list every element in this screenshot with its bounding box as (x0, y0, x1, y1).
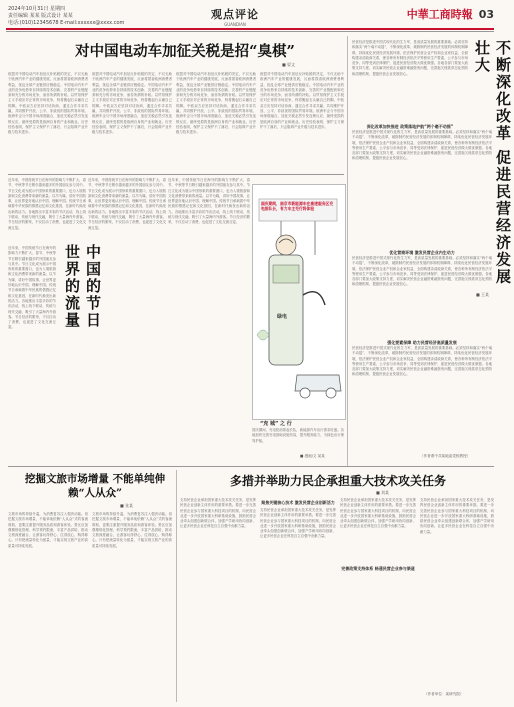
tourism-col1: 文旅市场的持续升温，为消费复苏注入强劲动能。但挖掘文旅市场增量，不能单纯依赖“人从众”式的客流堆积，更要注重提升服务品质和游客体验。景区应加强精细化管理，科学预约限流，丰富产品供给，推动文旅深度融合，让游客玩得舒心、住得放心、购得称心。只有把流量转化为留量，才能实现文旅产业的高质量可持续发展。 (8, 512, 88, 548)
reform-subhead-2: 优化营商环境 激发民营企业内生动力 (389, 250, 455, 255)
reform-subhead-3: 强化要素保障 助力民营经济高质量发展 (387, 340, 457, 345)
innovation-headline: 多措并举助力民企承担重大技术攻关任务 (229, 474, 446, 488)
reform-intro: 民营经济是推进中国式现代化的生力军，是高质量发展的重要基础。必须坚持和落实“两个毫不动摇”，不断深化改革，破除制约民营经济发展的体制机制障碍，持续优化民营经济发展环境，依法保护民营企业产权和企业家权益，全面构建亲清政商关系，使各种所有制经济依法平等使用生产要素、公平参与市场竞争、同等受到法律保护，促进民营经济做大做优做强。各地各部门要加大政策支持力度，切实解决民营企业融资难融资贵问题，完善拖欠账款常态化预防和清理机制，提振民营企业发展信心。 (352, 40, 468, 76)
lower-column-divider (176, 470, 177, 702)
character-head (276, 235, 296, 255)
innovation-byline: ■ 刘某 (376, 490, 390, 495)
tourism-headline: 挖掘文旅市场增量 不能单纯伸赖“人从众” (24, 473, 166, 499)
reform-byline: ■ 王某 (476, 292, 490, 297)
culture-col1: 近年来，中国传统节日在海外的影响力不断扩大，春节、中秋等节日吸引越来越多的外国朋友参与其中。节日文化成为展示中国形象的重要窗口，也为入境旅游和文化消费带来新的流量。以节为媒，讲好中国故事，让世界更好地认识中国、理解中国。传统节日承载着中华民族的情感记忆和文化基因，在新时代焕发出新的活力。各地推出丰富多彩的节庆活动，线上线下联动，传统与现代交融，吸引了大量海内外游客。节日经济的繁荣，不仅拉动了消费，也促进了文化交流互鉴。 (8, 246, 56, 330)
reform-footnote: （作者系中共某地委党校教授） (420, 454, 471, 458)
reform-subhead-1: 深化改革加快推进 政策落地护航“两个毫不动摇” (366, 124, 454, 129)
innovation-col2: 支持民营企业承担国家重大技术攻关任务，是发挥民营企业创新主体作用的重要举措。要进一步完善民营企业参与国家重大科技项目的机制，向民营企业进一步开放国家重大科研基础设施，鼓励民营企业牵头组建创新联合体，加强产学研用协同创新，让更多民营企业在科技自立自强中贡献力量。 (260, 508, 336, 539)
cartoon-credit: ■ 漫画/文 某某 (300, 454, 325, 458)
cartoon-frame (252, 184, 346, 420)
cartoon-illustration (253, 185, 345, 419)
issue-date: 2024年10月31日 星期四 (8, 6, 66, 12)
main-article-col2: 欧盟对中国电动汽车加征反补贴税的决定，不仅无助于欧洲汽车产业的健康发展，反而将损害欧洲消费者利益，扰乱全球产业链供应链稳定。中国电动汽车产业的竞争优势来自持续的技术创新、完善的产业链配套和充分的市场竞争，而非所谓的补贴。以贸易保护主义手段应对正常的市场竞争，终将搬起石头砸自己的脚。中欧双方应坚持对话协商，通过合作寻求共赢，共同维护开放、公平、非歧视的国际贸易环境。欧洲车企与中国市场深度融合，加征关税必然引发连锁反应，最终受损的是欧洲自身的产业和就业。历史经验表明，保护主义保护不了落后，只会阻碍产业升级与技术进步。 (92, 72, 172, 135)
divider-lower (8, 466, 494, 467)
culture-col3: 近年来，中国传统节日在海外的影响力不断扩大，春节、中秋等节日吸引越来越多的外国朋友参与其中。节日文化成为展示中国形象的重要窗口，也为入境旅游和文化消费带来新的流量。以节为媒，讲好中国故事，让世界更好地认识中国、理解中国。传统节日承载着中华民族的情感记忆和文化基因，在新时代焕发出新的活力。各地推出丰富多彩的节庆活动，线上线下联动，传统与现代交融，吸引了大量海内外游客。节日经济的繁荣，不仅拉动了消费，也促进了文化交流互鉴。 (168, 178, 250, 225)
top-rule (6, 28, 494, 30)
column-divider (347, 36, 348, 466)
top-rule-thin (6, 31, 494, 32)
page-number: 03 (478, 8, 494, 21)
culture-col1-top: 近年来，中国传统节日在海外的影响力不断扩大，春节、中秋等节日吸引越来越多的外国朋友参与其中。节日文化成为展示中国形象的重要窗口，也为入境旅游和文化消费带来新的流量。以节为媒，讲好中国故事，让世界更好地认识中国、理解中国。传统节日承载着中华民族的情感记忆和文化基因，在新时代焕发出新的活力。各地推出丰富多彩的节庆活动，线上线下联动，传统与现代交融，吸引了大量海内外游客。节日经济的繁荣，不仅拉动了消费，也促进了文化交流互鉴。 (8, 178, 86, 230)
culture-headline: 中国的节日 世界的流量 (63, 244, 102, 329)
cartoon-caption-title: “充 城” 之 行 (260, 421, 292, 427)
main-headline: 对中国电动车加征关税是招“臭棋” (75, 43, 295, 60)
contact-line: 电话:(010)12345678 E-mail:xxxxxx@xxxx.com (8, 20, 125, 26)
innovation-subhead-1: 聚焦关键核心技术 激发民营企业创新活力 (261, 500, 335, 505)
main-byline: ■ 晏文 (282, 62, 296, 67)
section-title: 观点评论 (211, 8, 259, 21)
innovation-col1: 支持民营企业承担国家重大技术攻关任务，是发挥民营企业创新主体作用的重要举措。要进一步完善民营企业参与国家重大科技项目的机制，向民营企业进一步开放国家重大科研基础设施，鼓励民营企业牵头组建创新联合体，加强产学研用协同创新，让更多民营企业在科技自立自强中贡献力量。 (180, 498, 256, 529)
tourism-byline: ■ 张某 (120, 503, 134, 508)
main-article-col3: 欧盟对中国电动汽车加征反补贴税的决定，不仅无助于欧洲汽车产业的健康发展，反而将损害欧洲消费者利益，扰乱全球产业链供应链稳定。中国电动汽车产业的竞争优势来自持续的技术创新、完善的产业链配套和充分的市场竞争，而非所谓的补贴。以贸易保护主义手段应对正常的市场竞争，终将搬起石头砸自己的脚。中欧双方应坚持对话协商，通过合作寻求共赢，共同维护开放、公平、非歧视的国际贸易环境。欧洲车企与中国市场深度融合，加征关税必然引发连锁反应，最终受损的是欧洲自身的产业和就业。历史经验表明，保护主义保护不了落后，只会阻碍产业升级与技术进步。 (176, 72, 256, 135)
cartoon-sign-text: 国庆期间，南京市新能源车在高速服务区充电排队长，有力车主充行将体验 (261, 201, 334, 211)
reform-section-3: 民营经济是推进中国式现代化的生力军，是高质量发展的重要基础。必须坚持和落实“两个毫不动摇”，不断深化改革，破除制约民营经济发展的体制机制障碍，持续优化民营经济发展环境，依法保护民营企业产权和企业家权益，全面构建亲清政商关系，使各种所有制经济依法平等使用生产要素、公平参与市场竞争、同等受到法律保护，促进民营经济做大做优做强。各地各部门要加大政策支持力度，切实解决民营企业融资难融资贵问题，完善拖欠账款常态化预防和清理机制，提振民营企业发展信心。 (352, 346, 492, 377)
culture-col2: 近年来，中国传统节日在海外的影响力不断扩大，春节、中秋等节日吸引越来越多的外国朋友参与其中。节日文化成为展示中国形象的重要窗口，也为入境旅游和文化消费带来新的流量。以节为媒，讲好中国故事，让世界更好地认识中国、理解中国。传统节日承载着中华民族的情感记忆和文化基因，在新时代焕发出新的活力。各地推出丰富多彩的节庆活动，线上线下联动，传统与现代交融，吸引了大量海内外游客。节日经济的繁荣，不仅拉动了消费，也促进了文化交流互鉴。 (88, 178, 166, 230)
car-shape (295, 375, 341, 391)
innovation-subhead-2: 完善政策支持体系 畅通民营企业参与渠道 (341, 566, 415, 571)
reform-section-1: 民营经济是推进中国式现代化的生力军，是高质量发展的重要基础。必须坚持和落实“两个毫不动摇”，不断深化改革，破除制约民营经济发展的体制机制障碍，持续优化民营经济发展环境，依法保护民营企业产权和企业家权益，全面构建亲清政商关系，使各种所有制经济依法平等使用生产要素、公平参与市场竞争、同等受到法律保护，促进民营经济做大做优做强。各地各部门要加大政策支持力度，切实解决民营企业融资难融资贵问题，完善拖欠账款常态化预防和清理机制，提振民营企业发展信心。 (352, 130, 492, 161)
paper-name: 中華工商時報 (406, 8, 473, 21)
section-title-block (190, 6, 280, 27)
cartoon-caption: 国庆期间，充电桩前排起长队，新能源汽车出行需求旺盛。各地加快完善充电基础设施布局，提升服务能力，为绿色出行保驾护航。 (252, 428, 344, 443)
section-subtitle: GUANDIAN (224, 22, 246, 27)
innovation-col3: 支持民营企业承担国家重大技术攻关任务，是发挥民营企业创新主体作用的重要举措。要进一步完善民营企业参与国家重大科技项目的机制，向民营企业进一步开放国家重大科研基础设施，鼓励民营企业牵头组建创新联合体，加强产学研用协同创新，让更多民营企业在科技自立自强中贡献力量。 (340, 498, 416, 529)
innovation-footnote: （作者单位：某研究院） (424, 692, 464, 696)
reform-headline: 不断深化改革 促进民营经济发展壮大 (473, 40, 512, 286)
divider-main (8, 174, 344, 175)
tourism-col2: 文旅市场的持续升温，为消费复苏注入强劲动能。但挖掘文旅市场增量，不能单纯依赖“人从众”式的客流堆积，更要注重提升服务品质和游客体验。景区应加强精细化管理，科学预约限流，丰富产品供给，推动文旅深度融合，让游客玩得舒心、住得放心、购得称心。只有把流量转化为留量，才能实现文旅产业的高质量可持续发展。 (92, 512, 172, 548)
innovation-col4: 支持民营企业承担国家重大技术攻关任务，是发挥民营企业创新主体作用的重要举措。要进一步完善民营企业参与国家重大科技项目的机制，向民营企业进一步开放国家重大科研基础设施，鼓励民营企业牵头组建创新联合体，加强产学研用协同创新，让更多民营企业在科技自立自强中贡献力量。 (420, 498, 494, 534)
main-article-col1: 欧盟对中国电动汽车加征反补贴税的决定，不仅无助于欧洲汽车产业的健康发展，反而将损害欧洲消费者利益，扰乱全球产业链供应链稳定。中国电动汽车产业的竞争优势来自持续的技术创新、完善的产业链配套和充分的市场竞争，而非所谓的补贴。以贸易保护主义手段应对正常的市场竞争，终将搬起石头砸自己的脚。中欧双方应坚持对话协商，通过合作寻求共赢，共同维护开放、公平、非歧视的国际贸易环境。欧洲车企与中国市场深度融合，加征关税必然引发连锁反应，最终受损的是欧洲自身的产业和就业。历史经验表明，保护主义保护不了落后，只会阻碍产业升级与技术进步。 (8, 72, 88, 135)
pump-label: 绿电 (277, 314, 288, 320)
editor-line: 责任编辑 某某 版式设计 某某 (8, 13, 73, 19)
masthead-date (8, 6, 124, 27)
main-article-col4: 欧盟对中国电动汽车加征反补贴税的决定，不仅无助于欧洲汽车产业的健康发展，反而将损害欧洲消费者利益，扰乱全球产业链供应链稳定。中国电动汽车产业的竞争优势来自持续的技术创新、完善的产业链配套和充分的市场竞争，而非所谓的补贴。以贸易保护主义手段应对正常的市场竞争，终将搬起石头砸自己的脚。中欧双方应坚持对话协商，通过合作寻求共赢，共同维护开放、公平、非歧视的国际贸易环境。欧洲车企与中国市场深度融合，加征关税必然引发连锁反应，最终受损的是欧洲自身的产业和就业。历史经验表明，保护主义保护不了落后，只会阻碍产业升级与技术进步。 (260, 72, 344, 129)
paper-name-block (390, 6, 494, 22)
reform-section-2: 民营经济是推进中国式现代化的生力军，是高质量发展的重要基础。必须坚持和落实“两个毫不动摇”，不断深化改革，破除制约民营经济发展的体制机制障碍，持续优化民营经济发展环境，依法保护民营企业产权和企业家权益，全面构建亲清政商关系，使各种所有制经济依法平等使用生产要素、公平参与市场竞争、同等受到法律保护，促进民营经济做大做优做强。各地各部门要加大政策支持力度，切实解决民营企业融资难融资贵问题，完善拖欠账款常态化预防和清理机制，提振民营企业发展信心。 (352, 256, 492, 287)
